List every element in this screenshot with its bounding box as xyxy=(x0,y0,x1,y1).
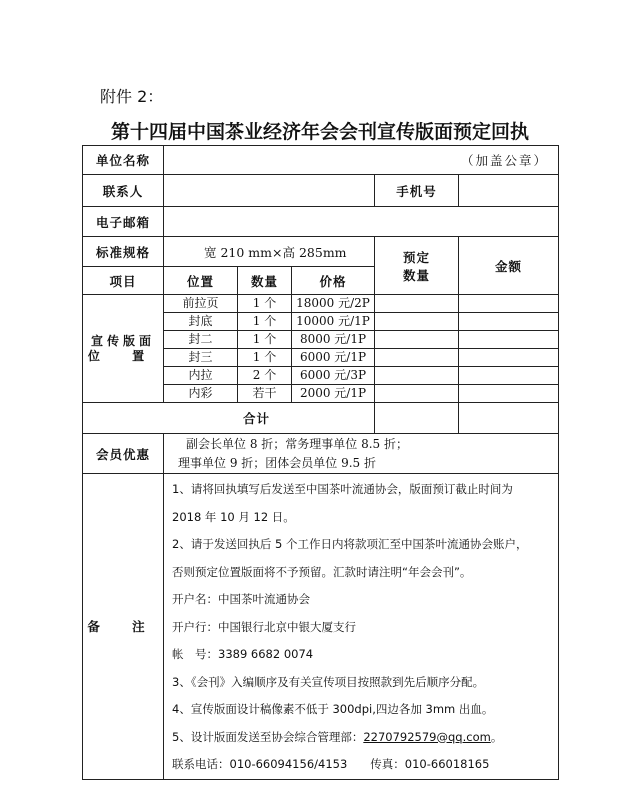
email-label: 电子邮箱 xyxy=(83,207,164,237)
note-line: 帐 号：3389 6682 0074 xyxy=(172,647,314,661)
attachment-label: 附件 2： xyxy=(100,87,164,106)
member-discount-line1: 副会长单位 8 折；常务理事单位 8.5 折； xyxy=(186,436,408,451)
row-qty: 若干 xyxy=(238,385,292,403)
row-reserve-qty[interactable] xyxy=(375,331,459,349)
row-reserve-qty[interactable] xyxy=(375,349,459,367)
reserve-qty-line2: 数量 xyxy=(402,267,430,283)
amount-header: 金额 xyxy=(459,237,559,295)
ad-position-group xyxy=(83,295,164,403)
note-line5-prefix: 5、设计版面发送至协会综合管理部： xyxy=(172,729,364,744)
note-line: 2018 年 10 月 12 日。 xyxy=(172,509,295,524)
row-amount[interactable] xyxy=(459,385,559,403)
row-qty: 1 个 xyxy=(238,295,292,313)
form-title: 第十四届中国茶业经济年会会刊宣传版面预定回执 xyxy=(110,121,529,143)
member-discount-row xyxy=(83,434,559,474)
contact-line: 联系电话：010-66094156/4153 传真：010-66018165 xyxy=(172,757,490,771)
note-line xyxy=(172,724,550,752)
spec-row xyxy=(83,237,559,267)
reservation-form xyxy=(82,145,559,780)
row-reserve-qty[interactable] xyxy=(375,385,459,403)
row-amount[interactable] xyxy=(459,331,559,349)
row-price: 10000 元/1P xyxy=(292,313,375,331)
row-position: 封三 xyxy=(164,349,238,367)
unit-name-label: 单位名称 xyxy=(83,146,164,175)
row-price: 6000 元/3P xyxy=(292,367,375,385)
position-header: 位置 xyxy=(164,267,238,295)
total-amount-field[interactable] xyxy=(459,403,559,434)
row-price: 18000 元/2P xyxy=(292,295,375,313)
row-amount[interactable] xyxy=(459,295,559,313)
row-price: 6000 元/1P xyxy=(292,349,375,367)
row-qty: 2 个 xyxy=(238,367,292,385)
spec-label: 标准规格 xyxy=(83,237,164,267)
notes-row xyxy=(83,474,559,780)
member-discount-label: 会员优惠 xyxy=(83,434,164,474)
note-line: 3、《会刊》入编顺序及有关宣传项目按照款到先后顺序分配。 xyxy=(172,674,485,689)
note-line: 否则预定位置版面将不予预留。汇款时请注明“年会会刊”。 xyxy=(172,564,472,579)
group-line1: 宣传版面 xyxy=(90,333,155,348)
email-row xyxy=(83,207,559,237)
table-row xyxy=(83,295,559,313)
row-position: 封二 xyxy=(164,331,238,349)
total-qty-field[interactable] xyxy=(375,403,459,434)
note-line: 1、请将回执填写后发送至中国茶叶流通协会，版面预订截止时间为 xyxy=(172,482,513,496)
note-line: 开户行：中国银行北京中银大厦支行 xyxy=(172,619,356,634)
row-position: 封底 xyxy=(164,313,238,331)
total-row xyxy=(83,403,559,434)
row-amount[interactable] xyxy=(459,349,559,367)
row-reserve-qty[interactable] xyxy=(375,367,459,385)
group-line2: 位 置 xyxy=(87,348,159,363)
email-field[interactable] xyxy=(164,207,559,237)
email-link[interactable]: 2270792579@qq.com xyxy=(363,729,491,744)
phone-field[interactable] xyxy=(459,175,559,207)
item-header: 项目 xyxy=(83,267,164,295)
row-price: 2000 元/1P xyxy=(292,385,375,403)
row-amount[interactable] xyxy=(459,367,559,385)
notes-label: 备 注 xyxy=(83,474,164,780)
reserve-qty-line1: 预定 xyxy=(402,249,430,265)
contact-row xyxy=(83,175,559,207)
row-qty: 1 个 xyxy=(238,313,292,331)
member-discount-text xyxy=(164,434,559,474)
seal-note: （加盖公章） xyxy=(461,153,549,168)
note-line5-suffix: 。 xyxy=(490,729,503,744)
row-position: 内彩 xyxy=(164,385,238,403)
row-reserve-qty[interactable] xyxy=(375,313,459,331)
notes-content xyxy=(164,474,559,780)
member-discount-line2: 理事单位 9 折；团体会员单位 9.5 折 xyxy=(178,455,376,470)
spec-value: 宽 210 mm×高 285mm xyxy=(164,237,375,267)
row-amount[interactable] xyxy=(459,313,559,331)
note-line: 4、宣传版面设计稿像素不低于 300dpi,四边各加 3mm 出血。 xyxy=(172,702,494,716)
reserve-qty-header xyxy=(375,237,459,295)
row-price: 8000 元/1P xyxy=(292,331,375,349)
row-position: 前拉页 xyxy=(164,295,238,313)
unit-name-field[interactable] xyxy=(164,146,559,175)
note-line: 开户名：中国茶叶流通协会 xyxy=(172,592,310,606)
qty-header: 数量 xyxy=(238,267,292,295)
note-line: 2、请于发送回执后 5 个工作日内将款项汇至中国茶叶流通协会账户， xyxy=(172,537,528,551)
phone-label: 手机号 xyxy=(375,175,459,207)
total-label: 合计 xyxy=(83,403,375,434)
price-header: 价格 xyxy=(292,267,375,295)
row-qty: 1 个 xyxy=(238,349,292,367)
row-position: 内拉 xyxy=(164,367,238,385)
unit-name-row xyxy=(83,146,559,175)
row-reserve-qty[interactable] xyxy=(375,295,459,313)
contact-field[interactable] xyxy=(164,175,375,207)
contact-label: 联系人 xyxy=(83,175,164,207)
row-qty: 1 个 xyxy=(238,331,292,349)
